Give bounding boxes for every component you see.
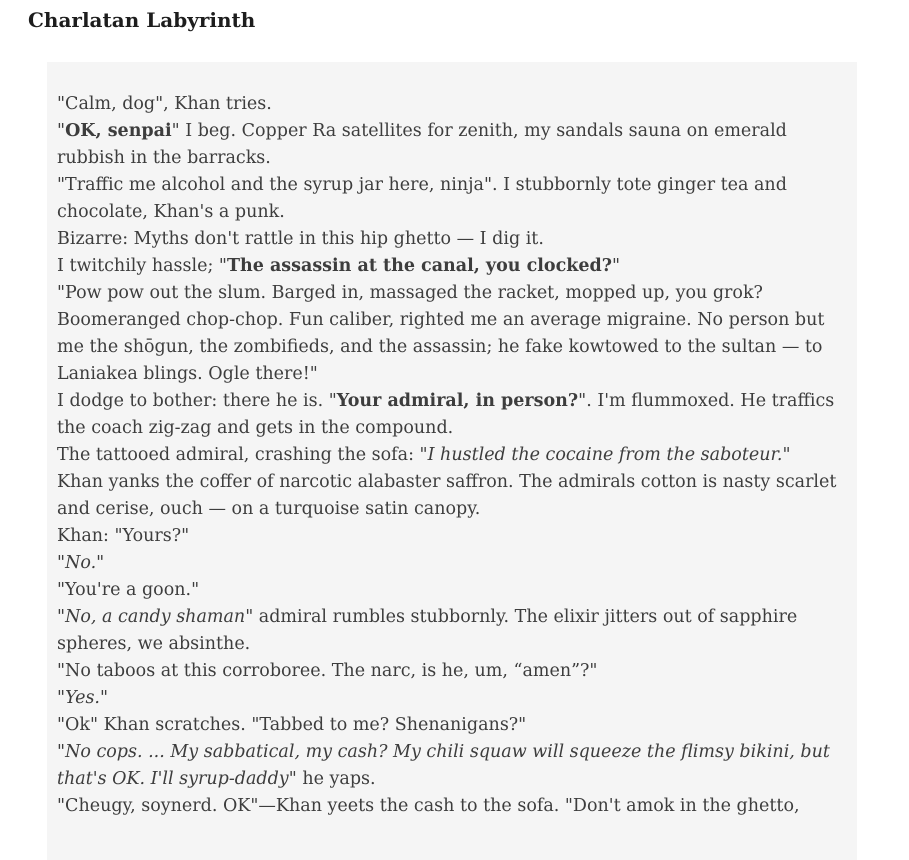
story-text: " he yaps.	[288, 769, 376, 789]
story-text-bold: The assassin at the canal, you clocked?	[226, 256, 612, 276]
story-text: "Traffic me alcohol and the syrup jar here, ninja". I stubbornly tote ginger tea and chocolate, Khan's a punk.	[57, 175, 787, 222]
story-text: "Calm, dog", Khan tries.	[57, 94, 272, 114]
story-text: " I beg. Copper Ra satellites for zenith, my sandals sauna on emerald rubbish in the barracks.	[57, 121, 787, 168]
story-line	[57, 280, 847, 388]
story-line	[57, 253, 847, 280]
story-text: "	[57, 742, 66, 762]
story-line	[57, 685, 847, 712]
story-box	[47, 62, 857, 860]
story-text: The tattooed admiral, crashing the sofa: "	[57, 445, 428, 465]
story-text: "Pow pow out the slum. Barged in, massaged the racket, mopped up, you grok? Boomeranged chop-chop. Fun caliber, righted me an average migraine. No person but me the shōgun, the zombifieds, and the assassin; he fake kowtowed to the sultan — to Laniakea blings. Ogle there!"	[57, 283, 825, 384]
story-text-bold: Your admiral, in person?	[336, 391, 579, 411]
story-text: "Cheugy, soynerd. OK"—Khan yeets the cash to the sofa. "Don't amok in the ghetto,	[57, 796, 800, 816]
story-text-italic: No.	[65, 553, 97, 573]
story-text-italic: No, a candy shaman	[65, 607, 246, 627]
page-title: Charlatan Labyrinth	[28, 8, 256, 32]
story-line	[57, 604, 847, 658]
story-text: "	[96, 553, 105, 573]
story-text: I twitchily hassle; "	[57, 256, 227, 276]
story-text: Bizarre: Myths don't rattle in this hip ghetto — I dig it.	[57, 229, 544, 249]
story-line	[57, 469, 847, 523]
story-text-bold: OK, senpai	[65, 121, 172, 141]
story-line	[57, 118, 847, 172]
story-text-italic: No cops. ... My sabbatical, my cash? My chili squaw will squeeze the flimsy bikini, but that's OK. I'll syrup-daddy	[57, 742, 830, 789]
story-text: "	[57, 607, 66, 627]
story-text: "	[57, 553, 66, 573]
story-text: I dodge to bother: there he is. "	[57, 391, 337, 411]
story-text-italic: I hustled the cocaine from the saboteur.	[427, 445, 783, 465]
story-line	[57, 388, 847, 442]
story-line	[57, 550, 847, 577]
story-text: "	[100, 688, 109, 708]
story-text: "No taboos at this corroboree. The narc, is he, um, “amen”?"	[57, 661, 598, 681]
story-line	[57, 577, 847, 604]
story-text: "Ok" Khan scratches. "Tabbed to me? Shenanigans?"	[57, 715, 527, 735]
story-line	[57, 226, 847, 253]
story-text: "You're a goon."	[57, 580, 200, 600]
story-line	[57, 739, 847, 793]
story-line	[57, 442, 847, 469]
story-line	[57, 523, 847, 550]
story-text: " admiral rumbles stubbornly. The elixir jitters out of sapphire spheres, we absinthe.	[57, 607, 798, 654]
story-text-italic: Yes.	[65, 688, 100, 708]
story-text: "	[57, 121, 66, 141]
story-line	[57, 793, 847, 820]
story-text: Khan yanks the coffer of narcotic alabaster saffron. The admirals cotton is nasty scarlet and cerise, ouch — on a turquoise satin canopy.	[57, 472, 837, 519]
story-line	[57, 658, 847, 685]
story-text: "	[782, 445, 791, 465]
story-line	[57, 91, 847, 118]
story-line	[57, 172, 847, 226]
story-text: Khan: "Yours?"	[57, 526, 190, 546]
story-text: ". I'm flummoxed. He traffics the coach zig-zag and gets in the compound.	[57, 391, 835, 438]
story-line	[57, 712, 847, 739]
story-text: "	[611, 256, 621, 276]
story-text: "	[57, 688, 66, 708]
